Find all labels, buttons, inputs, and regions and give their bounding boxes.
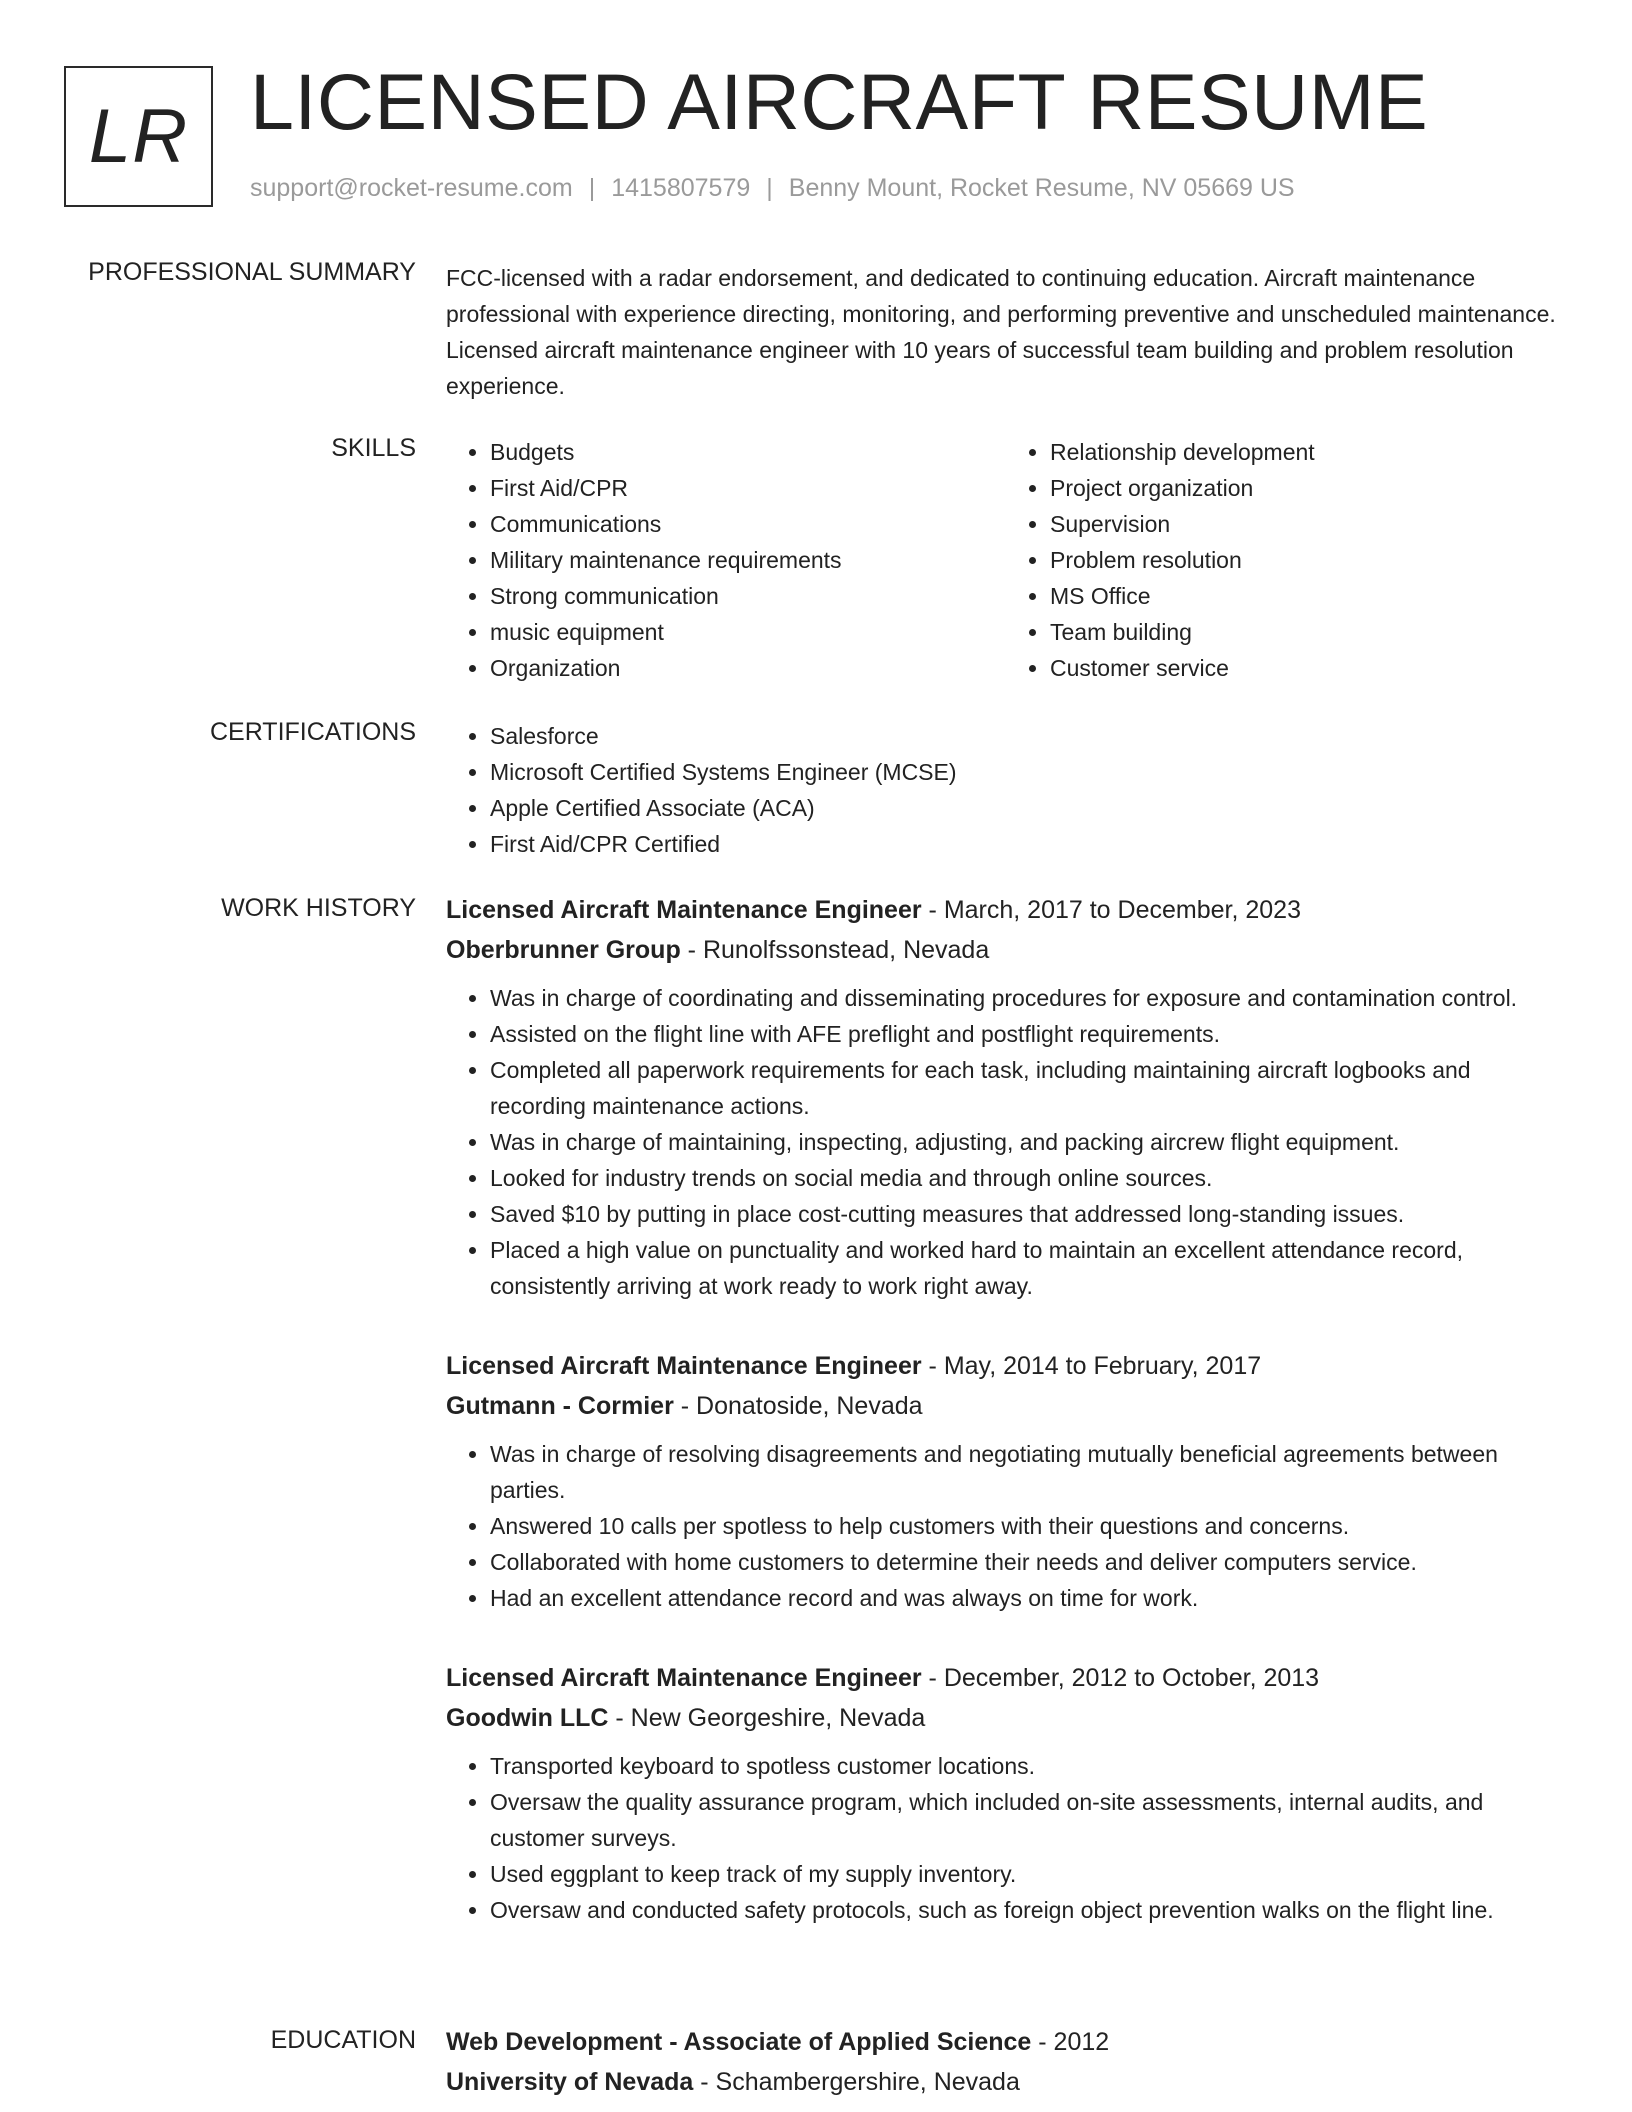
certifications-list xyxy=(446,718,1566,862)
skill-item: • music equipment xyxy=(490,614,1006,650)
job-bullet: • Was in charge of resolving disagreements and negotiating mutually beneficial agreements between parties. xyxy=(490,1436,1566,1508)
skill-item: • Customer service xyxy=(1050,650,1566,686)
education-school: University of Nevada xyxy=(446,2068,694,2096)
certification-item: • Salesforce xyxy=(490,718,1566,754)
certification-item: • Microsoft Certified Systems Engineer (MCSE) xyxy=(490,754,1566,790)
education-degree: Web Development - Associate of Applied Science xyxy=(446,2028,1032,2056)
job-company: Oberbrunner Group xyxy=(446,936,681,964)
certifications-label: CERTIFICATIONS xyxy=(209,718,416,746)
job-bullet: • Saved $10 by putting in place cost-cutting measures that addressed long-standing issues. xyxy=(490,1196,1566,1232)
job-company-line xyxy=(446,930,1566,970)
contact-email[interactable]: support@rocket-resume.com xyxy=(250,174,573,202)
certification-item: • First Aid/CPR Certified xyxy=(490,826,1566,862)
certification-item: • Apple Certified Associate (ACA) xyxy=(490,790,1566,826)
job-entry xyxy=(446,1658,1566,1928)
job-title-line xyxy=(446,1346,1566,1386)
education-degree-line xyxy=(446,2022,1566,2062)
job-title-line xyxy=(446,890,1566,930)
job-location: - Donatoside, Nevada xyxy=(673,1392,923,1420)
skill-item: • Communications xyxy=(490,506,1006,542)
job-bullet: • Transported keyboard to spotless customer locations. xyxy=(490,1748,1566,1784)
skills-columns xyxy=(446,434,1566,686)
contact-separator: | xyxy=(588,174,596,202)
job-bullet: • Completed all paperwork requirements for each task, including maintaining aircraft logbooks and recording maintenance actions. xyxy=(490,1052,1566,1124)
education-school-line xyxy=(446,2062,1566,2102)
job-bullet: • Collaborated with home customers to determine their needs and deliver computers service. xyxy=(490,1544,1566,1580)
skills-list-left xyxy=(446,434,1006,686)
skill-item: • First Aid/CPR xyxy=(490,470,1006,506)
contact-phone[interactable]: 1415807579 xyxy=(611,174,751,202)
summary-label: PROFESSIONAL SUMMARY xyxy=(88,258,416,286)
skill-item: • Team building xyxy=(1050,614,1566,650)
summary-text: FCC-licensed with a radar endorsement, and dedicated to continuing education. Aircraft maintenance professional with experience directing, monitoring, and performing preventive and unscheduled maintenance. Licensed aircraft maintenance engineer with 10 years of successful team building and problem resolution experience. xyxy=(446,265,1556,399)
skill-item: • Problem resolution xyxy=(1050,542,1566,578)
job-title: Licensed Aircraft Maintenance Engineer xyxy=(446,1352,922,1380)
job-bullet: • Was in charge of maintaining, inspecting, adjusting, and packing aircrew flight equipment. xyxy=(490,1124,1566,1160)
job-company-line xyxy=(446,1698,1566,1738)
job-bullet: • Oversaw the quality assurance program, which included on-site assessments, internal audits, and customer surveys. xyxy=(490,1784,1566,1856)
job-title-line xyxy=(446,1658,1566,1698)
skills-label: SKILLS xyxy=(331,434,416,462)
skill-item: • MS Office xyxy=(1050,578,1566,614)
job-title: Licensed Aircraft Maintenance Engineer xyxy=(446,1664,922,1692)
certifications-content xyxy=(446,718,1566,862)
skill-item: • Supervision xyxy=(1050,506,1566,542)
job-bullets xyxy=(446,1748,1566,1928)
job-entry xyxy=(446,890,1566,1304)
job-dates: - March, 2017 to December, 2023 xyxy=(921,896,1301,924)
job-bullet: • Had an excellent attendance record and was always on time for work. xyxy=(490,1580,1566,1616)
skills-list-right xyxy=(1006,434,1566,686)
education-year: - 2012 xyxy=(1031,2028,1110,2056)
skill-item: • Organization xyxy=(490,650,1006,686)
job-bullets xyxy=(446,980,1566,1304)
monogram-logo: LR xyxy=(64,66,213,207)
job-company-line xyxy=(446,1386,1566,1426)
job-entry xyxy=(446,1346,1566,1616)
resume-title: LICENSED AIRCRAFT RESUME xyxy=(250,57,1429,146)
job-title: Licensed Aircraft Maintenance Engineer xyxy=(446,896,922,924)
job-bullet: • Oversaw and conducted safety protocols, such as foreign object prevention walks on the flight line. xyxy=(490,1892,1566,1928)
work-history-content xyxy=(446,890,1566,1970)
job-company: Gutmann - Cormier xyxy=(446,1392,674,1420)
job-bullet: • Was in charge of coordinating and disseminating procedures for exposure and contamination control. xyxy=(490,980,1566,1016)
job-bullet: • Placed a high value on punctuality and worked hard to maintain an excellent attendance record, consistently arriving at work ready to work right away. xyxy=(490,1232,1566,1304)
education-location: - Schambergershire, Nevada xyxy=(693,2068,1020,2096)
skill-item: • Budgets xyxy=(490,434,1006,470)
job-bullet: • Looked for industry trends on social media and through online sources. xyxy=(490,1160,1566,1196)
contact-line xyxy=(250,174,1295,203)
job-bullet: • Assisted on the flight line with AFE preflight and postflight requirements. xyxy=(490,1016,1566,1052)
job-bullet: • Answered 10 calls per spotless to help customers with their questions and concerns. xyxy=(490,1508,1566,1544)
work-history-label: WORK HISTORY xyxy=(221,894,416,922)
skill-item: • Relationship development xyxy=(1050,434,1566,470)
job-dates: - May, 2014 to February, 2017 xyxy=(921,1352,1262,1380)
contact-separator: | xyxy=(766,174,773,202)
contact-address: Benny Mount, Rocket Resume, NV 05669 US xyxy=(788,174,1295,202)
education-content xyxy=(446,2022,1566,2102)
skill-item: • Strong communication xyxy=(490,578,1006,614)
skill-item: • Project organization xyxy=(1050,470,1566,506)
job-location: - Runolfssonstead, Nevada xyxy=(680,936,990,964)
education-label: EDUCATION xyxy=(270,2026,416,2054)
job-location: - New Georgeshire, Nevada xyxy=(608,1704,926,1732)
job-dates: - December, 2012 to October, 2013 xyxy=(921,1664,1320,1692)
job-bullets xyxy=(446,1436,1566,1616)
skill-item: • Military maintenance requirements xyxy=(490,542,1006,578)
job-company: Goodwin LLC xyxy=(446,1704,609,1732)
job-bullet: • Used eggplant to keep track of my supply inventory. xyxy=(490,1856,1566,1892)
